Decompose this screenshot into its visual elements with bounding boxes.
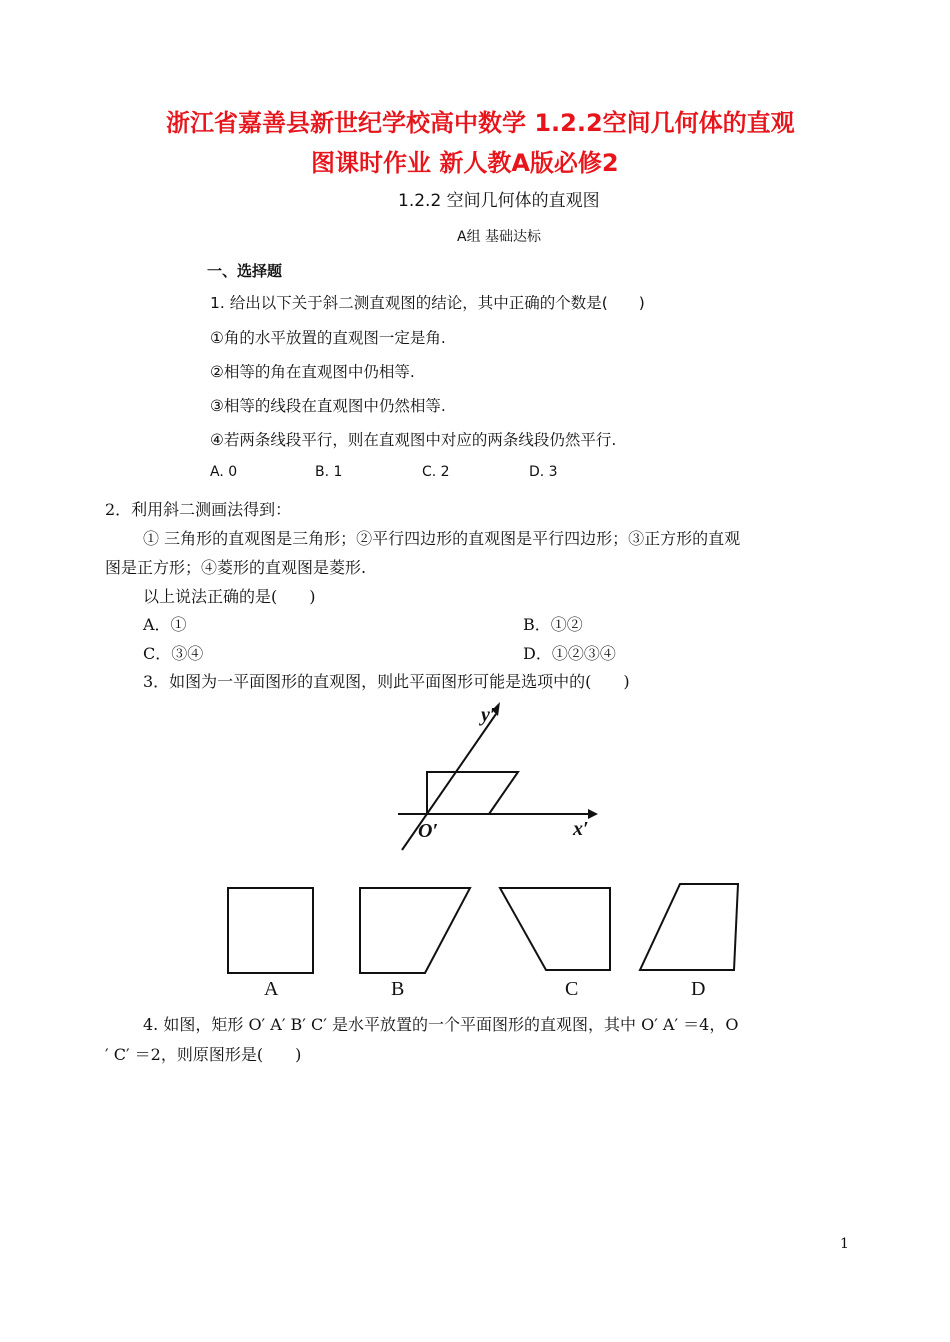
origin-label: O′ <box>418 820 439 842</box>
q1-item-3: ③相等的线段在直观图中仍然相等. <box>210 397 446 415</box>
doc-title-line2: 图课时作业 新人教A版必修2 <box>311 149 619 177</box>
q2-option-a: A．① <box>143 615 187 634</box>
q1-item-1: ①角的水平放置的直观图一定是角. <box>210 329 446 347</box>
choice-label-b: B <box>391 978 405 1000</box>
q1-option-a: A. 0 <box>210 464 238 480</box>
y-axis-line <box>402 714 496 850</box>
shape-b-trapezoid <box>360 888 470 973</box>
q2-line1: ① 三角形的直观图是三角形；②平行四边形的直观图是平行四边形；③正方形的直观 <box>143 529 741 548</box>
q2-line2: 图是正方形；④菱形的直观图是菱形. <box>105 558 367 577</box>
group-label: A组 基础达标 <box>457 229 542 245</box>
q1-item-2: ②相等的角在直观图中仍相等. <box>210 363 415 381</box>
q2-option-d: D．①②③④ <box>523 644 616 663</box>
q2-option-b: B．①② <box>523 615 583 634</box>
q4-line1: 4. 如图，矩形 O′ A′ B′ C′ 是水平放置的一个平面图形的直观图，其中 O′ A′ ＝4，O <box>143 1015 739 1034</box>
choice-label-d: D <box>691 978 706 1000</box>
q1-option-d: D. 3 <box>529 464 558 480</box>
q3-option-shapes <box>220 880 760 980</box>
q1-option-c: C. 2 <box>422 464 450 480</box>
q2-option-c: C．③④ <box>143 644 204 663</box>
q3-stem: 3．如图为一平面图形的直观图，则此平面图形可能是选项中的( ) <box>143 672 630 691</box>
shape-d-parallelogram <box>640 884 738 970</box>
q1-item-4: ④若两条线段平行，则在直观图中对应的两条线段仍然平行. <box>210 431 617 449</box>
page-number: 1 <box>840 1236 849 1252</box>
choice-label-a: A <box>264 978 279 1000</box>
x-axis-arrow <box>588 809 598 819</box>
q1-stem: 1. 给出以下关于斜二测直观图的结论，其中正确的个数是( ) <box>210 294 645 312</box>
q1-option-b: B. 1 <box>315 464 343 480</box>
q4-line2: ′ C′ ＝2，则原图形是( ) <box>105 1045 302 1064</box>
doc-title-line1: 浙江省嘉善县新世纪学校高中数学 1.2.2空间几何体的直观 <box>166 109 795 137</box>
shape-a-square <box>228 888 313 973</box>
lesson-subtitle: 1.2.2 空间几何体的直观图 <box>398 191 600 211</box>
x-axis-label: x′ <box>573 818 589 840</box>
y-axis-label: y′ <box>481 704 496 726</box>
q2-ask: 以上说法正确的是( ) <box>143 587 316 606</box>
shape-c-trapezoid <box>500 888 610 970</box>
choice-label-c: C <box>565 978 579 1000</box>
q2-stem: 2．利用斜二测画法得到： <box>105 500 292 519</box>
section-heading: 一、选择题 <box>207 262 283 280</box>
